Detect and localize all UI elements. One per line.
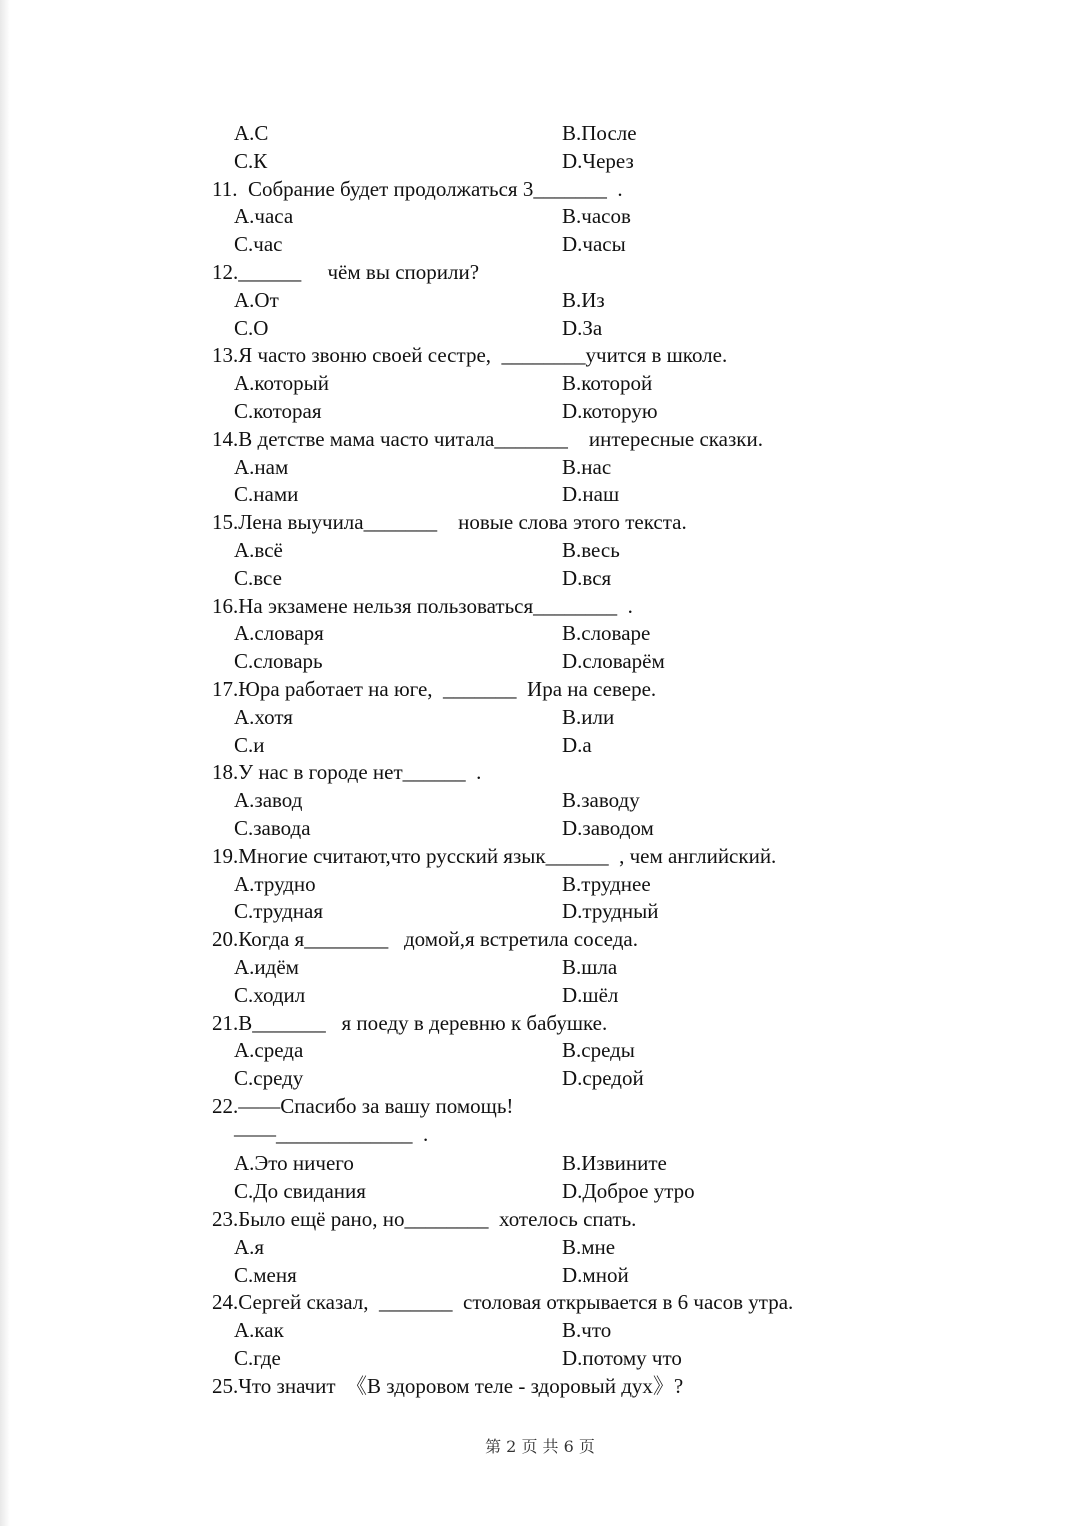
option-b: B.труднее [562,871,651,896]
options-row [212,148,852,176]
options-row [212,648,852,676]
question-group [212,1206,852,1373]
option-c: C.все [234,565,282,590]
options-row [212,1150,852,1178]
question-text: 19.Многие считают,что русский язык______ , чем английский. [212,843,777,868]
option-b: B.среды [562,1038,635,1063]
options-row [212,370,852,398]
options-row [212,954,852,982]
option-b: B.часов [562,204,631,229]
options-row [212,1262,852,1290]
dialog-reply-blank: ——_____________ . [234,1121,429,1146]
option-c: C.час [234,232,283,257]
option-d: D.а [562,732,592,757]
option-d: D.За [562,315,603,340]
options-row [212,1178,852,1206]
option-a: A.завод [234,788,303,813]
option-b: B.нас [562,454,612,479]
option-b: B.Извините [562,1151,667,1176]
options-row [212,454,852,482]
option-a: A.словаря [234,621,324,646]
option-b: B.шла [562,954,618,979]
options-row [212,231,852,259]
options-row [212,1065,852,1093]
question-text: 18.У нас в городе нет______ . [212,760,482,785]
option-b: B.которой [562,371,653,396]
option-c: C.нами [234,482,299,507]
option-d: D.часы [562,232,626,257]
options-row [212,815,852,843]
option-b: B.или [562,704,615,729]
option-a: A.я [234,1234,265,1259]
options-row [212,120,852,148]
option-c: C.и [234,732,265,757]
option-a: A.часа [234,204,294,229]
option-a: A.От [234,287,279,312]
option-d: D.заводом [562,815,654,840]
option-a: A.который [234,371,330,396]
question-text: 14.В детстве мама часто читала_______ интересные сказки. [212,426,763,451]
options-row [212,1317,852,1345]
options-row [212,1037,852,1065]
option-b: B.После [562,121,637,145]
option-d: D.мной [562,1262,629,1287]
option-a: A.С [234,121,269,145]
option-a: A.идём [234,954,299,979]
question-text: 16.На экзамене нельзя пользоваться________ . [212,593,633,618]
option-a: A.нам [234,454,289,479]
page-footer: 第 2 页 共 6 页 [485,1437,595,1456]
option-d: D.трудный [562,899,659,924]
option-d: D.которую [562,398,658,423]
question-text: 24.Сергей сказал, _______ столовая открывается в 6 часов утра. [212,1290,794,1315]
option-a: A.трудно [234,871,316,896]
option-b: B.словаре [562,621,651,646]
question-text: 20.Когда я________ домой,я встретила соседа. [212,927,638,952]
option-d: D.Доброе утро [562,1179,695,1204]
option-c: C.К [234,148,268,173]
question-text: 12.______ чём вы спорили? [212,259,480,284]
question-text: 23.Было ещё рано, но________ хотелось спать. [212,1207,637,1232]
question-text: 22.——Спасибо за вашу помощь! [212,1093,514,1118]
option-c: C.где [234,1346,281,1371]
question-text: 13.Я часто звоню своей сестре, ________учится в школе. [212,343,728,368]
question-list [212,120,852,1401]
options-row [212,287,852,315]
option-c: C.словарь [234,649,323,674]
option-b: B.Из [562,287,605,312]
options-row [212,982,852,1010]
option-b: B.что [562,1318,612,1343]
option-a: A.хотя [234,704,293,729]
options-row [212,203,852,231]
option-d: D.Через [562,148,634,173]
option-c: C.которая [234,398,322,423]
question-text: 21.В_______ я поеду в деревню к бабушке. [212,1010,608,1035]
question-text: 11. Собрание будет продолжаться 3_______ . [212,176,623,201]
option-d: D.средой [562,1066,644,1091]
options-row [212,787,852,815]
option-d: D.наш [562,482,620,507]
option-b: B.весь [562,537,620,562]
option-c: C.О [234,315,269,340]
option-d: D.словарём [562,649,665,674]
options-row [212,315,852,343]
option-a: A.среда [234,1038,304,1063]
option-c: C.До свидания [234,1179,366,1204]
options-row [212,1234,852,1262]
option-d: D.шёл [562,982,619,1007]
option-a: A.Это ничего [234,1151,354,1176]
option-d: D.потому что [562,1346,682,1371]
option-c: C.среду [234,1066,304,1091]
question-group [212,176,852,1093]
options-row [212,704,852,732]
page-edge-shadow [0,0,10,1526]
options-row [212,565,852,593]
option-d: D.вся [562,565,612,590]
question-text: 15.Лена выучила_______ новые слова этого текста. [212,510,687,535]
options-row [212,537,852,565]
options-row [212,620,852,648]
options-row [212,871,852,899]
option-c: C.трудная [234,899,323,924]
options-row [212,898,852,926]
option-c: C.ходил [234,982,306,1007]
option-a: A.как [234,1318,284,1343]
option-b: B.заводу [562,788,640,813]
options-row [212,481,852,509]
options-row [212,1345,852,1373]
options-row [212,732,852,760]
options-row [212,398,852,426]
option-a: A.всё [234,537,283,562]
option-b: B.мне [562,1234,616,1259]
question-text: 25.Что значит 《В здоровом теле - здоровый дух》? [212,1373,684,1398]
option-c: C.меня [234,1262,297,1287]
option-c: C.завода [234,815,311,840]
question-text: 17.Юра работает на юге, _______ Ира на севере. [212,676,657,701]
